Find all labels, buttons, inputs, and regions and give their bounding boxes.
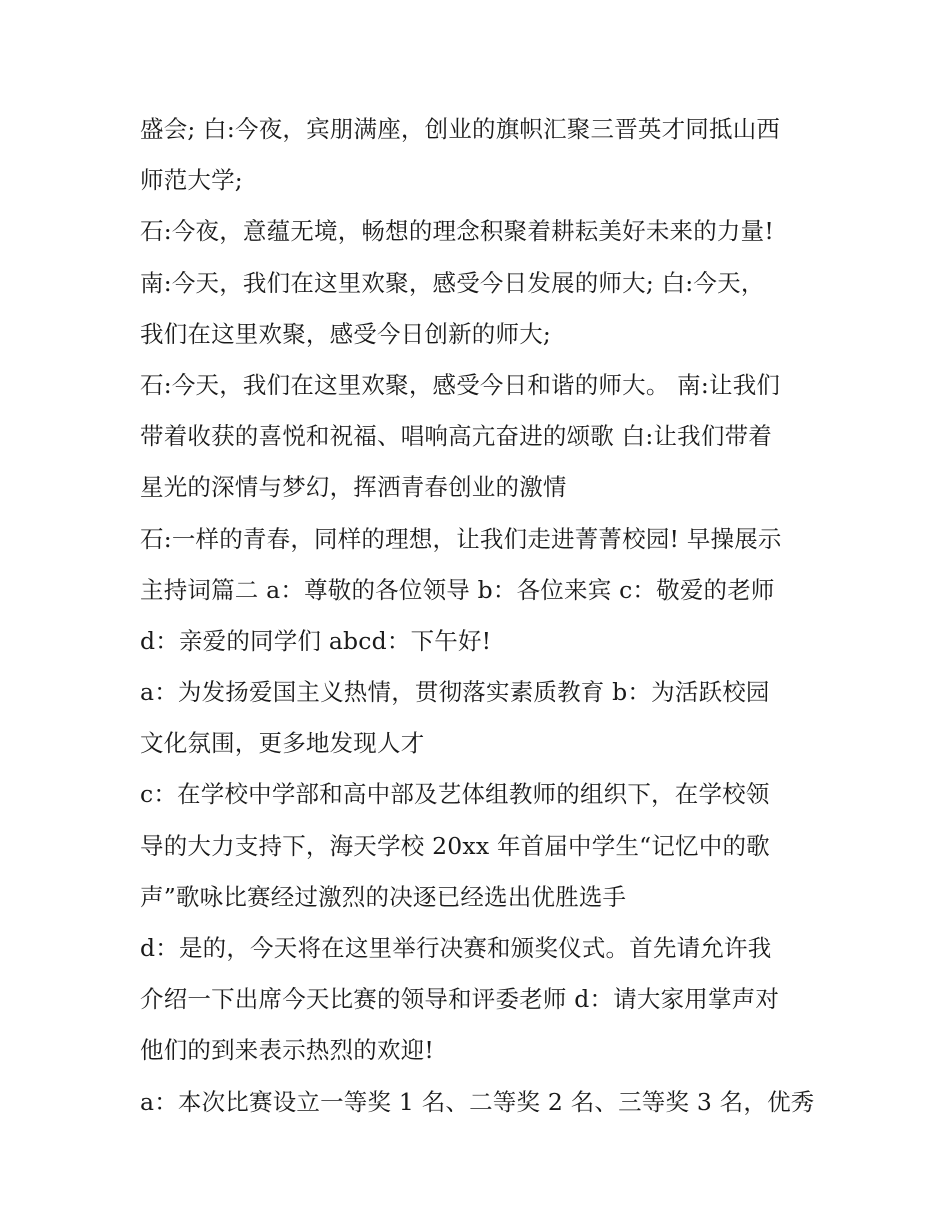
- text-line: 石:今天，我们在这里欢聚，感受今日和谐的师大。 南:让我们: [140, 370, 781, 399]
- text-line: c：在学校中学部和高中部及艺体组教师的组织下，在学校领: [140, 780, 770, 809]
- text-line: 主持词篇二 a：尊敬的各位领导 b：各位来宾 c：敬爱的老师: [140, 575, 775, 604]
- text-line: a：为发扬爱国主义热情，贯彻落实素质教育 b：为活跃校园: [140, 678, 770, 707]
- text-line: 盛会; 白:今夜，宾朋满座，创业的旗帜汇聚三晋英才同抵山西: [140, 115, 781, 143]
- text-line: 他们的到来表示热烈的欢迎!: [140, 1036, 435, 1065]
- document-body: [140, 104, 830, 1128]
- text-line: 介绍一下出席今天比赛的领导和评委老师 d：请大家用掌声对: [140, 985, 780, 1014]
- text-line: 声”歌咏比赛经过激烈的决逐已经选出优胜选手: [140, 882, 627, 911]
- text-line: d：是的，今天将在这里举行决赛和颁奖仪式。首先请允许我: [140, 934, 772, 962]
- text-line: 石:今夜，意蕴无境，畅想的理念积聚着耕耘美好未来的力量!: [140, 217, 774, 246]
- text-line: 导的大力支持下，海天学校 20xx 年首届中学生“记忆中的歌: [140, 831, 770, 860]
- text-line: d：亲爱的同学们 abcd：下午好!: [140, 626, 492, 655]
- text-line: 我们在这里欢聚，感受今日创新的师大;: [140, 319, 552, 348]
- text-line: a：本次比赛设立一等奖 1 名、二等奖 2 名、三等奖 3 名，优秀: [140, 1087, 815, 1116]
- text-line: 南:今天，我们在这里欢聚，感受今日发展的师大; 白:今天，: [140, 268, 765, 297]
- text-line: 文化氛围，更多地发现人才: [140, 729, 425, 758]
- text-line: 石:一样的青春，同样的理想，让我们走进菁菁校园! 早操展示: [140, 524, 782, 553]
- text-line: 星光的深情与梦幻，挥洒青春创业的激情: [140, 473, 567, 502]
- text-line: 师范大学;: [140, 166, 243, 195]
- text-line: 带着收获的喜悦和祝福、唱响高亢奋进的颂歌 白:让我们带着: [140, 422, 772, 451]
